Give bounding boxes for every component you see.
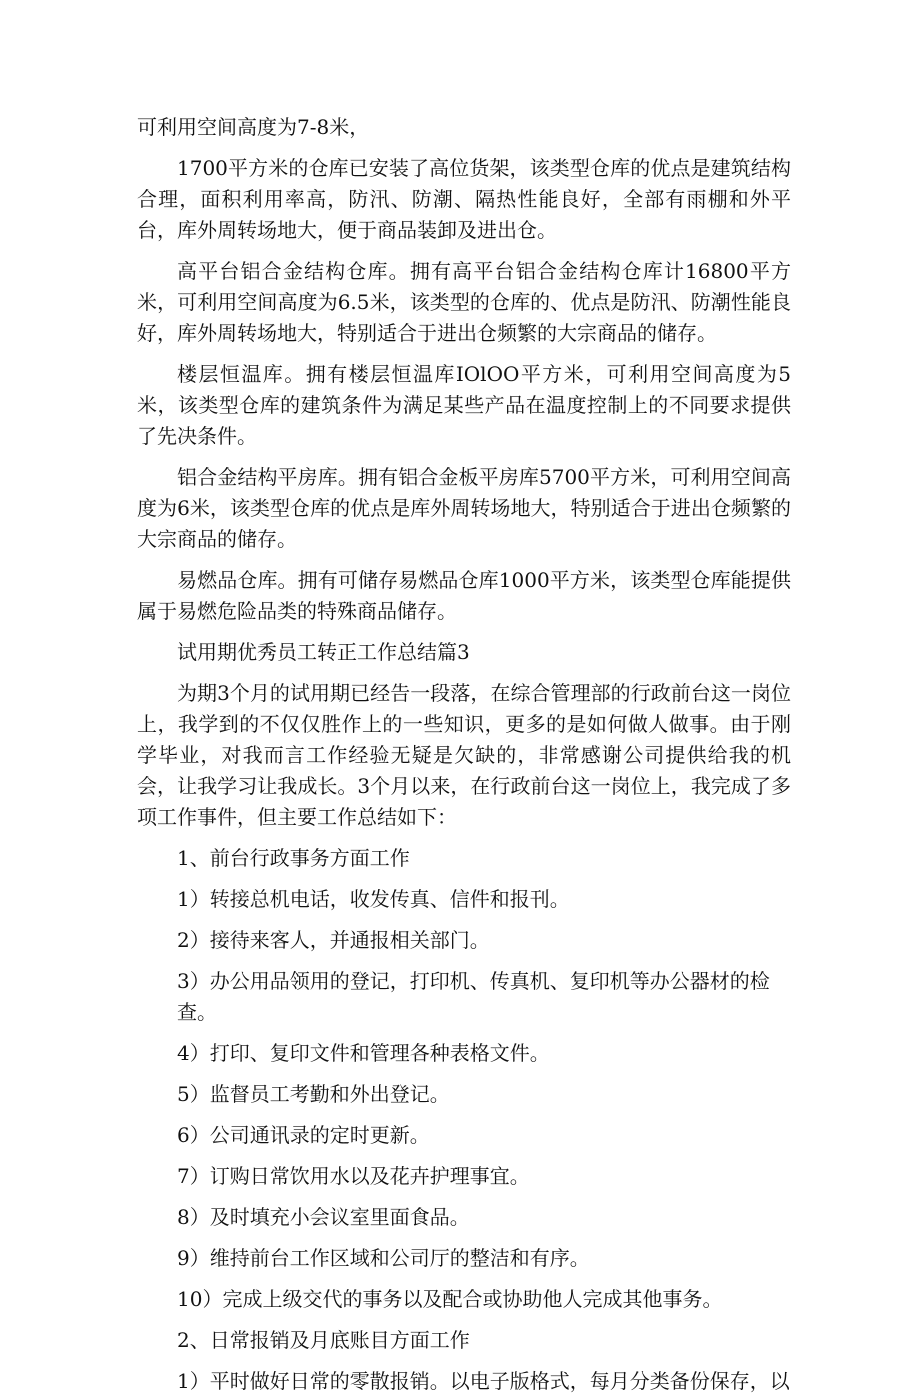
paragraph-4: 铝合金结构平房库。拥有铝合金板平房库5700平方米，可利用空间高度为6米，该类型仓库的优点是库外周转场地大，特别适合于进出仓频繁的大宗商品的储存。 <box>137 465 791 551</box>
paragraph-5: 易燃品仓库。拥有可储存易燃品仓库1000平方米，该类型仓库能提供属于易燃危险品类的特殊商品储存。 <box>137 568 791 623</box>
list-item: 5）监督员工考勤和外出登记。 <box>177 1082 450 1106</box>
list-item: 9）维持前台工作区域和公司厅的整洁和有序。 <box>177 1246 590 1270</box>
list-heading: 2、日常报销及月底账目方面工作 <box>177 1328 470 1352</box>
section-heading: 试用期优秀员工转正工作总结篇3 <box>177 640 470 664</box>
list-item: 7）订购日常饮用水以及花卉护理事宜。 <box>177 1164 530 1188</box>
list-item: 4）打印、复印文件和管理各种表格文件。 <box>177 1041 550 1065</box>
paragraph-2: 高平台铝合金结构仓库。拥有高平台铝合金结构仓库计16800平方米，可利用空间高度为6.5米，该类型的仓库的、优点是防汛、防潮性能良好，库外周转场地大，特别适合于进出仓频繁的大宗商品的储存。 <box>137 259 791 345</box>
paragraph-3: 楼层恒温库。拥有楼层恒温库IOlOO平方米，可利用空间高度为5米，该类型仓库的建筑条件为满足某些产品在温度控制上的不同要求提供了先决条件。 <box>137 362 791 448</box>
list-item: 6）公司通讯录的定时更新。 <box>177 1123 430 1147</box>
list-item: 3）办公用品领用的登记，打印机、传真机、复印机等办公器材的检查。 <box>177 969 770 1024</box>
list-heading: 1、前台行政事务方面工作 <box>177 846 410 870</box>
list-item: 1）转接总机电话，收发传真、信件和报刊。 <box>177 887 570 911</box>
list-item: 8）及时填充小会议室里面食品。 <box>177 1205 470 1229</box>
list-item: 2）接待来客人，并通报相关部门。 <box>177 928 490 952</box>
list-item: 10）完成上级交代的事务以及配合或协助他人完成其他事务。 <box>177 1287 723 1311</box>
paragraph-0: 可利用空间高度为7-8米， <box>137 115 370 139</box>
paragraph-7: 为期3个月的试用期已经告一段落，在综合管理部的行政前台这一岗位上，我学到的不仅仅胜作上的一些知识，更多的是如何做人做事。由于刚学毕业，对我而言工作经验无疑是欠缺的，非常感谢公司提供给我的机会，让我学习让我成长。3个月以来，在行政前台这一岗位上，我完成了多项工作事件，但主要工作总结如下： <box>137 681 791 829</box>
document-body <box>137 112 791 1397</box>
paragraph-1: 1700平方米的仓库已安装了高位货架，该类型仓库的优点是建筑结构合理，面积利用率高，防汛、防潮、隔热性能良好，全部有雨棚和外平台，库外周转场地大，便于商品装卸及进出仓。 <box>137 156 791 242</box>
list-item: 1）平时做好日常的零散报销。以电子版格式，每月分类备份保存，以 <box>177 1369 790 1393</box>
